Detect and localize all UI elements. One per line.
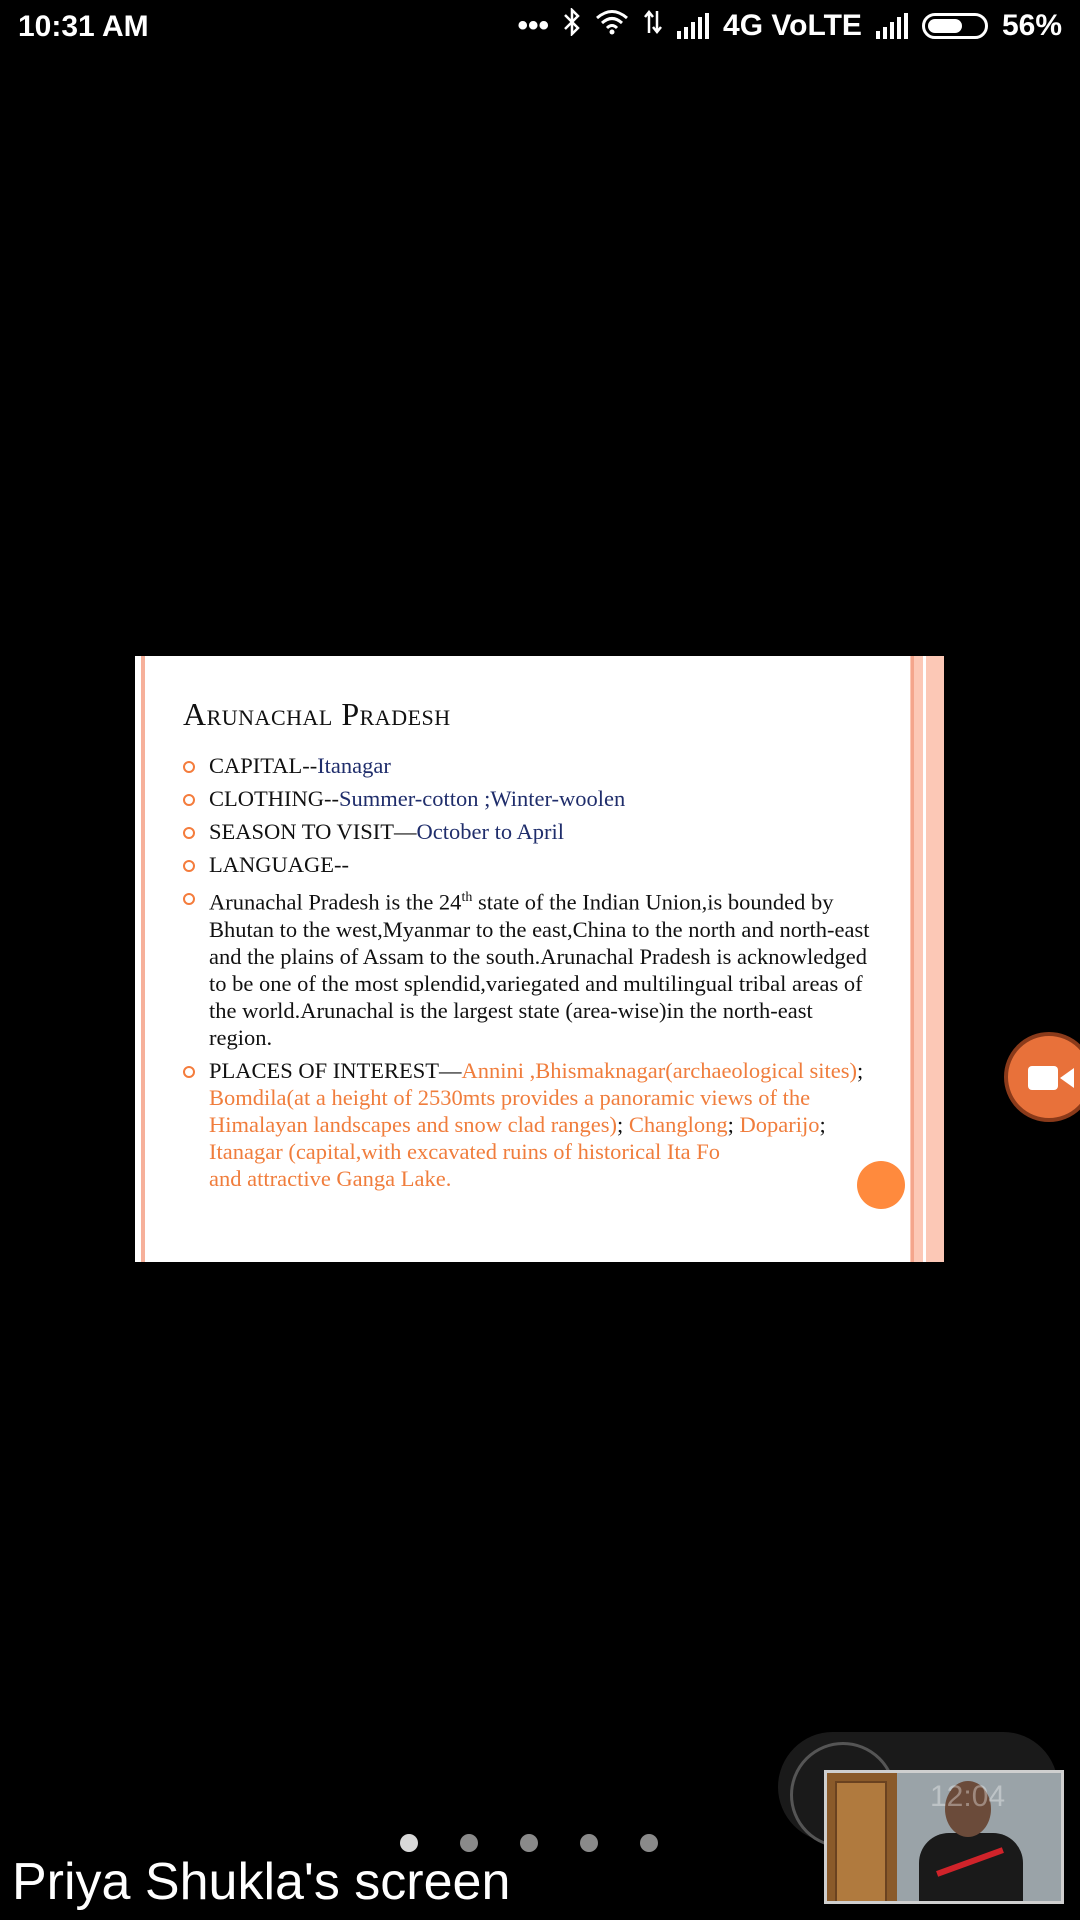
bullet-capital xyxy=(183,752,873,779)
slide-title: Arunachal Pradesh xyxy=(183,696,451,732)
slide-bullet-list xyxy=(183,752,873,1198)
description-text: Arunachal Pradesh is the 24 xyxy=(209,889,462,915)
slide-border-line xyxy=(911,656,914,1262)
places-text: Bomdila(at a height of 2530mts provides a panoramic views of the Himalayan landscapes and snow clad ranges) xyxy=(209,1084,811,1137)
page-dot[interactable] xyxy=(640,1834,658,1852)
places-text: Changlong xyxy=(628,1111,728,1137)
places-separator: ; xyxy=(616,1111,629,1137)
network-label: 4G VoLTE xyxy=(723,9,862,42)
places-label: PLACES OF INTEREST— xyxy=(209,1057,462,1083)
bluetooth-icon xyxy=(563,8,581,44)
battery-icon xyxy=(922,13,988,39)
bullet-label: SEASON TO VISIT— xyxy=(209,819,417,844)
bullet-value: Summer-cotton ;Winter-woolen xyxy=(338,786,626,811)
bullet-language xyxy=(183,851,873,878)
laser-pointer xyxy=(857,1161,905,1209)
video-door xyxy=(835,1781,887,1903)
description-sup: th xyxy=(461,890,473,905)
data-arrows-icon xyxy=(643,9,663,43)
page-dot[interactable] xyxy=(580,1834,598,1852)
bullet-description xyxy=(183,884,873,1051)
places-text: Itanagar (capital,with excavated ruins of historical Ita Fo xyxy=(209,1138,721,1164)
places-separator: ; xyxy=(819,1111,826,1137)
bullet-icon xyxy=(183,761,195,773)
bullet-label: CLOTHING-- xyxy=(209,786,339,811)
status-icons xyxy=(518,8,1062,44)
places-separator: ; xyxy=(727,1111,740,1137)
wifi-icon xyxy=(595,9,629,43)
places-separator: ; xyxy=(857,1057,864,1083)
places-text: Annini ,Bhismaknagar(archaeological sites) xyxy=(461,1057,858,1083)
battery-fill xyxy=(928,19,962,33)
bullet-icon xyxy=(183,827,195,839)
page-dot[interactable] xyxy=(400,1834,418,1852)
video-camera-lens xyxy=(1060,1068,1074,1088)
battery-percent: 56% xyxy=(1001,9,1062,42)
signal-icon-2 xyxy=(876,13,908,39)
video-camera-icon xyxy=(1028,1066,1058,1090)
bullet-icon xyxy=(183,1066,195,1078)
places-text: and attractive Ganga Lake. xyxy=(209,1165,452,1191)
bullet-label: CAPITAL-- xyxy=(209,753,318,778)
bullet-clothing xyxy=(183,785,873,812)
bullet-value: October to April xyxy=(416,819,565,844)
page-dot[interactable] xyxy=(460,1834,478,1852)
slide-border-right xyxy=(910,656,944,1262)
status-bar xyxy=(0,0,1080,60)
bullet-label: LANGUAGE-- xyxy=(209,852,349,877)
bullet-season xyxy=(183,818,873,845)
page-dot[interactable] xyxy=(520,1834,538,1852)
screen-share-label: Priya Shukla's screen xyxy=(12,1853,511,1911)
video-person-body xyxy=(919,1833,1023,1904)
bullet-icon xyxy=(183,893,195,905)
bullet-places xyxy=(183,1057,873,1192)
shared-slide xyxy=(135,656,944,1262)
signal-icon xyxy=(677,13,709,39)
bullet-value: Itanagar xyxy=(317,753,391,778)
status-time: 10:31 AM xyxy=(18,10,149,43)
places-text: Doparijo xyxy=(739,1111,820,1137)
bullet-icon xyxy=(183,860,195,872)
call-timer: 12:04 xyxy=(930,1780,1006,1813)
description-text: state of the Indian Union,is bounded by Bhutan to the west,Myanmar to the east,China to the north and north-east and the plains of Assam to the south.Arunachal Pradesh is acknowledged to be one of the most splendid,variegated and multilingual tribal areas of the world.Arunachal is the largest state (area-wise)in the north-east region. xyxy=(209,889,870,1050)
slide-border-left xyxy=(141,656,145,1262)
more-dots-icon: ••• xyxy=(517,9,550,42)
bullet-icon xyxy=(183,794,195,806)
floating-video-button[interactable] xyxy=(1004,1032,1080,1122)
slide-border-line xyxy=(923,656,926,1262)
